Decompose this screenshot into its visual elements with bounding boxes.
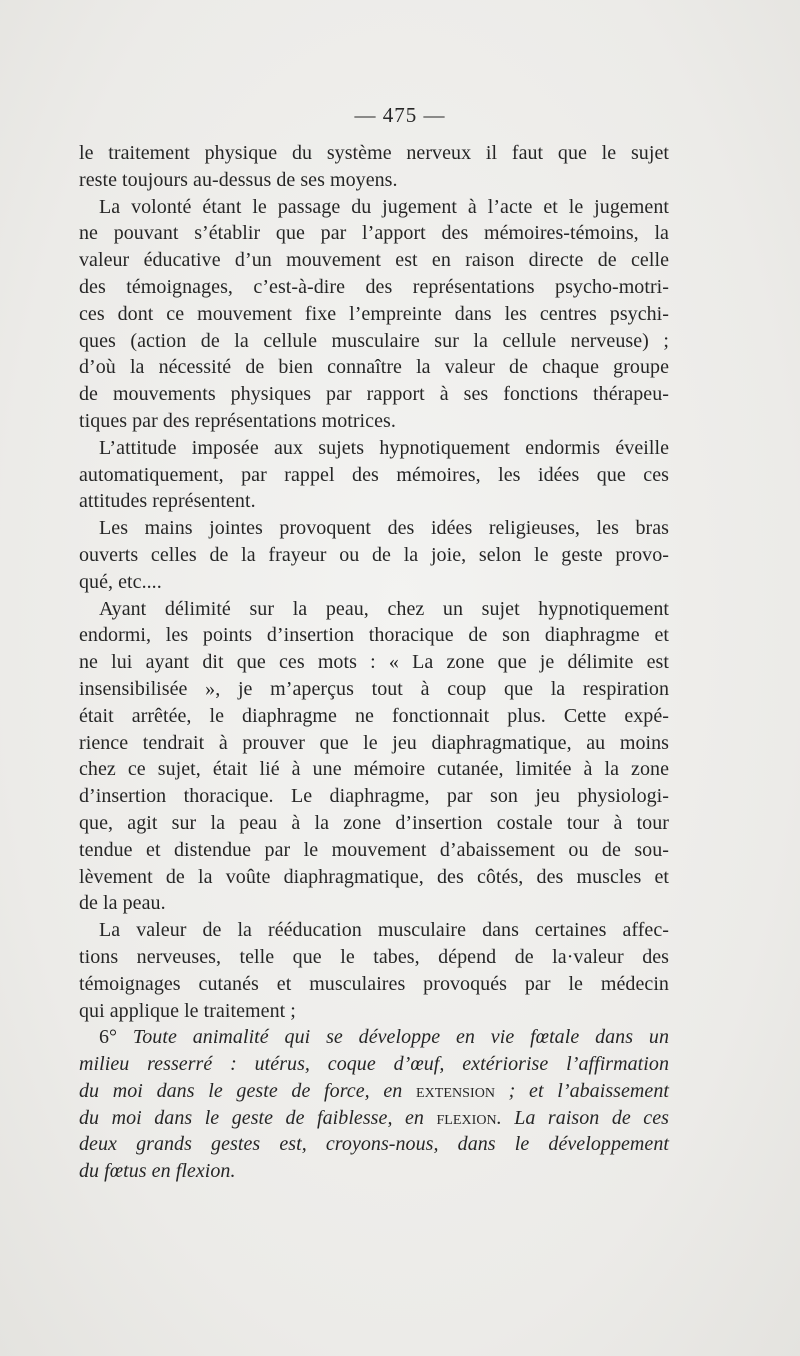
text-line: tiques par des représentations motrices. xyxy=(79,409,396,432)
text-line: tendue et distendue par le mouvement d’abaissement ou de sou- xyxy=(79,838,669,861)
text-line: que, agit sur la peau à la zone d’insertion costale tour à tour xyxy=(79,811,669,834)
italic-text: du moi dans le geste de faiblesse, en xyxy=(79,1106,437,1129)
italic-text: du moi dans le geste de force, en xyxy=(79,1079,417,1102)
text-line: tions nerveuses, telle que le tabes, dépend de la·valeur des xyxy=(79,945,669,968)
italic-text: . La raison de ces xyxy=(496,1106,669,1129)
text-line: Ayant délimité sur la peau, chez un sujet hypnotiquement xyxy=(99,597,669,620)
text-line: ne pouvant s’établir que par l’apport des mémoires-témoins, la xyxy=(79,222,669,245)
text-line: La valeur de la rééducation musculaire dans certaines affec- xyxy=(99,919,669,942)
small-caps-term: extension xyxy=(416,1079,496,1102)
body-text xyxy=(79,140,669,1185)
italic-text: ; et l’abaissement xyxy=(495,1079,669,1102)
italic-text-line: du fœtus en flexion. xyxy=(79,1160,236,1183)
text-line: attitudes représentent. xyxy=(79,490,256,513)
text-line: lèvement de la voûte diaphragmatique, des côtés, des muscles et xyxy=(79,865,669,888)
text-line: d’insertion thoracique. Le diaphragme, par son jeu physiologi- xyxy=(79,785,669,808)
italic-text-line xyxy=(79,1078,669,1105)
text-line: qué, etc.... xyxy=(79,570,162,593)
text-line: le traitement physique du système nerveux il faut que le sujet xyxy=(79,142,669,164)
italic-text: Toute animalité qui se développe en vie fœtale dans un xyxy=(132,1026,669,1049)
italic-text-line: milieu resserré : utérus, coque d’œuf, extériorise l’affirmation xyxy=(79,1053,669,1076)
text-line: ces dont ce mouvement fixe l’empreinte dans les centres psychi- xyxy=(79,302,669,325)
text-line: ouverts celles de la frayeur ou de la joie, selon le geste provo- xyxy=(79,543,669,566)
italic-text-line: deux grands gestes est, croyons-nous, dans le développement xyxy=(79,1133,669,1156)
text-line: reste toujours au-dessus de ses moyens. xyxy=(79,168,398,191)
italic-text-line xyxy=(79,1105,669,1132)
text-line: d’où la nécessité de bien connaître la valeur de chaque groupe xyxy=(79,356,669,379)
text-line: L’attitude imposée aux sujets hypnotiquement endormis éveille xyxy=(99,436,669,459)
text-line: chez ce sujet, était lié à une mémoire cutanée, limitée à la zone xyxy=(79,758,669,781)
text-line: était arrêtée, le diaphragme ne fonctionnait plus. Cette expé- xyxy=(79,704,669,727)
italic-text-line xyxy=(79,1024,669,1051)
text-line: qui applique le traitement ; xyxy=(79,999,296,1022)
list-number: 6° xyxy=(99,1026,133,1049)
text-line: ques (action de la cellule musculaire sur la cellule nerveuse) ; xyxy=(79,329,669,352)
text-line: endormi, les points d’insertion thoracique de son diaphragme et xyxy=(79,624,669,647)
text-line: Les mains jointes provoquent des idées religieuses, les bras xyxy=(99,517,669,540)
text-line: ne lui ayant dit que ces mots : « La zone que je délimite est xyxy=(79,651,669,674)
page-number: — 475 — xyxy=(354,103,446,127)
text-line: de la peau. xyxy=(79,892,166,915)
text-line: La volonté étant le passage du jugement à l’acte et le jugement xyxy=(99,195,669,218)
text-line: de mouvements physiques par rapport à ses fonctions thérapeu- xyxy=(79,383,669,406)
text-line: rience tendrait à prouver que le jeu diaphragmatique, au moins xyxy=(79,731,669,754)
text-line: insensibilisée », je m’aperçus tout à coup que la respiration xyxy=(79,677,669,700)
small-caps-term: flexion xyxy=(436,1106,497,1129)
text-line: valeur éducative d’un mouvement est en raison directe de celle xyxy=(79,249,669,272)
text-line: automatiquement, par rappel des mémoires, les idées que ces xyxy=(79,463,669,486)
text-line: des témoignages, c’est-à-dire des représentations psycho-motri- xyxy=(79,275,669,298)
text-line: témoignages cutanés et musculaires provoqués par le médecin xyxy=(79,972,669,995)
